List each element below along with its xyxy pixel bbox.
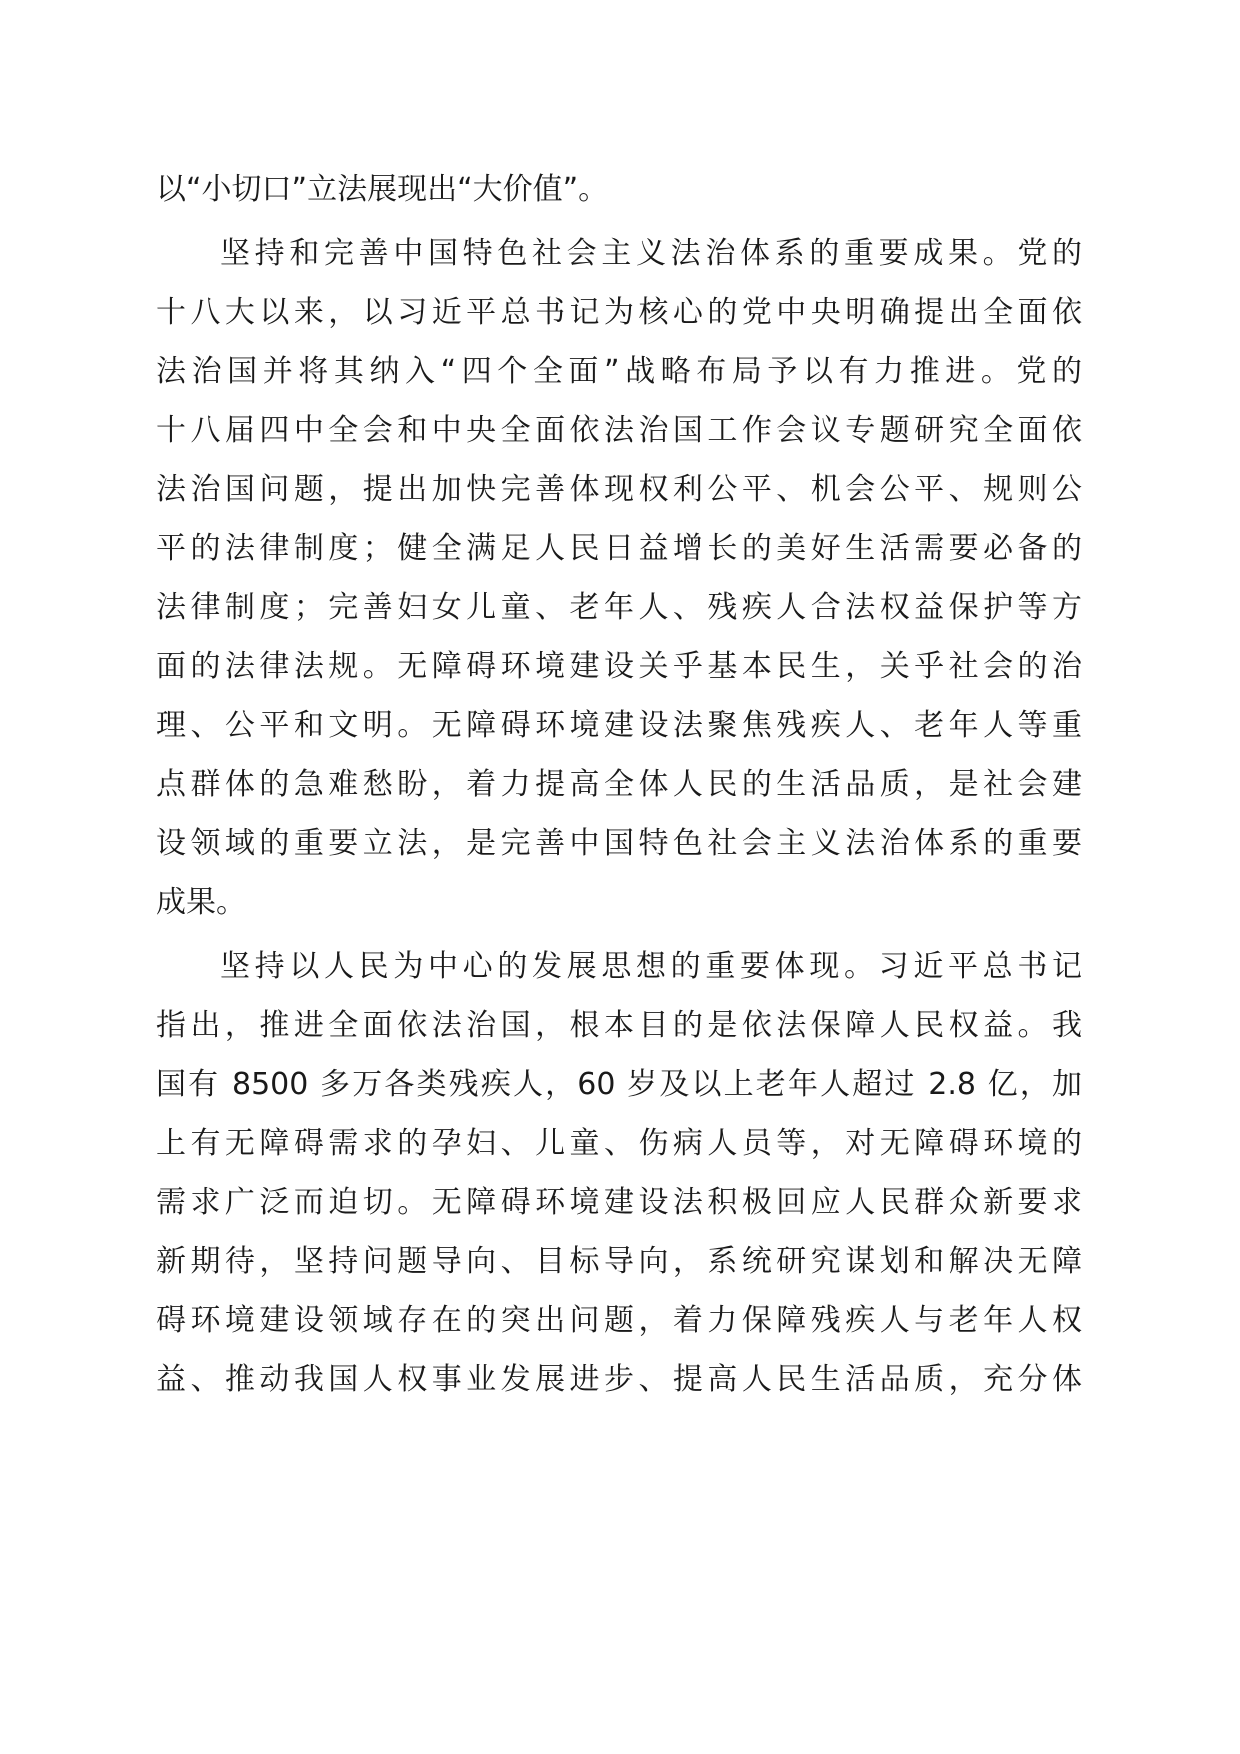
paragraph-3-line-6: 新期待，坚持问题导向、目标导向，系统研究谋划和解决无障 <box>156 1244 1082 1279</box>
paragraph-3-line-5: 需求广泛而迫切。无障碍环境建设法积极回应人民群众新要求 <box>156 1185 1082 1220</box>
paragraph-3-line-4: 上有无障碍需求的孕妇、儿童、伤病人员等，对无障碍环境的 <box>156 1126 1082 1161</box>
paragraph-1-line-1: 以“小切口”立法展现出“大价值”。 <box>156 172 609 207</box>
paragraph-2-line-3: 法治国并将其纳入“四个全面”战略布局予以有力推进。党的 <box>156 354 1082 389</box>
paragraph-3-line-8: 益、推动我国人权事业发展进步、提高人民生活品质，充分体 <box>156 1362 1082 1397</box>
paragraph-2-line-5: 法治国问题，提出加快完善体现权利公平、机会公平、规则公 <box>156 472 1082 507</box>
paragraph-2-line-6: 平的法律制度；健全满足人民日益增长的美好生活需要必备的 <box>156 531 1082 566</box>
paragraph-3-line-1: 坚持以人民为中心的发展思想的重要体现。习近平总书记 <box>220 949 1082 984</box>
paragraph-2-line-4: 十八届四中全会和中央全面依法治国工作会议专题研究全面依 <box>156 413 1082 448</box>
paragraph-3-line-2: 指出，推进全面依法治国，根本目的是依法保障人民权益。我 <box>156 1008 1082 1043</box>
paragraph-2-line-11: 设领域的重要立法，是完善中国特色社会主义法治体系的重要 <box>156 826 1082 861</box>
paragraph-2-line-9: 理、公平和文明。无障碍环境建设法聚焦残疾人、老年人等重 <box>156 708 1082 743</box>
paragraph-3-line-3: 国有 8500 多万各类残疾人，60 岁及以上老年人超过 2.8 亿，加 <box>156 1067 1082 1102</box>
paragraph-2-line-12: 成果。 <box>156 885 246 920</box>
paragraph-2-line-8: 面的法律法规。无障碍环境建设关乎基本民生，关乎社会的治 <box>156 649 1082 684</box>
paragraph-3-line-7: 碍环境建设领域存在的突出问题，着力保障残疾人与老年人权 <box>156 1303 1082 1338</box>
paragraph-2-line-7: 法律制度；完善妇女儿童、老年人、残疾人合法权益保护等方 <box>156 590 1082 625</box>
paragraph-2-line-10: 点群体的急难愁盼，着力提高全体人民的生活品质，是社会建 <box>156 767 1082 802</box>
paragraph-2-line-1: 坚持和完善中国特色社会主义法治体系的重要成果。党的 <box>220 236 1082 271</box>
paragraph-2-line-2: 十八大以来，以习近平总书记为核心的党中央明确提出全面依 <box>156 295 1082 330</box>
